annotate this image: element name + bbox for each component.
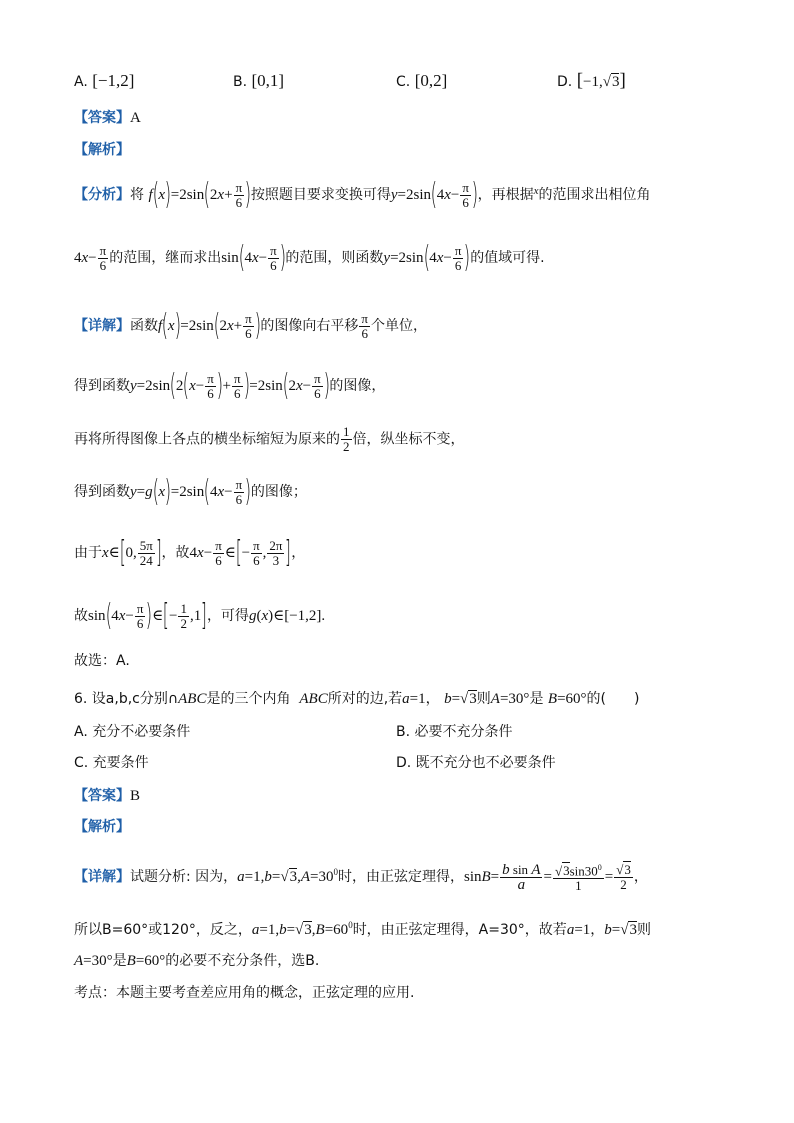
text: 的范围，则函数 [285,250,384,266]
text: 则 [476,691,491,707]
text: 时，由正弦定理得，A=30°，故若 [352,922,567,938]
text: ，可得 [206,608,249,624]
fenxi-line-2: 4x− $\frac{\pi}{6}$ 的范围，继而求出sin(4x− $\frac{\pi}{6}$ )的范围，则函数y=2sin(4x− $\frac{\pi}{6}$ )的值域可得. [74,240,545,275]
text: 得到函数 [74,484,130,500]
text: 所以B=60°或120°，反之， [74,922,252,938]
text: 的值域可得. [470,250,545,266]
text: 倍，纵坐标不变， [352,431,465,448]
text: 故 [74,608,88,624]
text: 再将所得图像上各点的横坐标缩短为原来的 [74,431,340,448]
answer-value: A [130,110,141,126]
text: ，故 [161,545,190,561]
text: ， [425,691,440,707]
text: ， [590,922,605,938]
q6-stem: 6. 设a,b,c分别∩ABC是的三个内角 ABC所对的边,若a=1， b=√3则A=30°是 B=60°的( ) [74,691,640,707]
fenxi-line-1: 【分析】将 f(x)=2sin(2x+ $\frac{\pi}{6}$ )按照题目要求变换可得y=2sin(4x− $\frac{\pi}{6}$ )，再根据$^x$的范围求出相位角 [74,177,651,212]
q6-detail-line-1: 【详解】试题分析: 因为，$a=1,b=√3,A=30^0$时，由正弦定理得，sinB= $\frac{\text{b sin A}}{a}$ = $\frac{√3\sin 30^0}{1}$ = $\frac{√3}{2}$ ， [74,861,648,894]
option-c-value: [0,2] [414,71,448,90]
detail-line-4: 得到函数y=g(x)=2sin(4x− $\frac{\pi}{6}$ )的图像； [74,474,307,509]
option-a-label: A. [74,74,88,90]
text: 则 [636,922,651,938]
option-d: D. [−1,√3] [557,70,626,91]
text: 将 [130,187,144,203]
q6-answer [74,785,140,807]
text: 故选：A. [74,653,130,669]
detail-line-1: 【详解】函数f(x)=2sin(2x+ $\frac{\pi}{6}$ )的图像向右平移 $\frac{\pi}{6}$ 个单位， [74,308,427,343]
option-a-value: [−1,2] [92,71,135,90]
q6-detail-line-2: 所以B=60°或120°，反之，$a=1,b=√3,B=60^0$时，由正弦定理得，A=30°，故若a=1，b=√3则 [74,920,651,938]
text: 所对的边,若 [327,691,403,707]
fenxi-tag: 【分析】 [74,187,130,203]
text: 时，由正弦定理得， [337,869,464,886]
analysis-tag: 【解析】 [74,142,130,158]
text: 得到函数 [74,378,130,394]
option-d-value: −1, [583,74,603,90]
option-b [233,70,284,93]
text: . [321,608,326,624]
text: 的范围求出相位角 [538,187,651,203]
q6-detail-line-3: A=30°是B=60°的必要不充分条件，选B. [74,953,320,969]
q6-option-d: D. 既不充分也不必要条件 [396,755,556,771]
answer-tag: 【答案】 [74,788,130,804]
q6-analysis-heading [74,816,130,838]
text: 的图像向右平移 [260,318,359,334]
q5-analysis-heading [74,139,130,161]
text: 的( ) [586,691,640,707]
option-c [396,70,447,93]
text: 的范围，继而求出 [109,250,222,266]
q6-option-b: B. 必要不充分条件 [396,724,513,740]
text: 试题分析: 因为， [130,869,238,886]
text: 个单位， [370,318,427,334]
analysis-tag: 【解析】 [74,819,130,835]
text: 函数 [130,318,158,334]
text: ， [633,869,648,886]
answer-value: B [130,788,141,804]
text: 是 [112,953,127,969]
text: 是的三个内角 [206,691,291,707]
option-d-label: D. [557,74,573,90]
option-b-value: [0,1] [251,71,285,90]
option-d-root: 3 [611,74,620,90]
q6-option-a: A. 充分不必要条件 [74,724,191,740]
q6-option-c: C. 充要条件 [74,755,149,771]
text: 的图像， [329,378,386,394]
text: 由于 [74,545,102,561]
text: 的必要不充分条件，选B. [165,953,320,969]
detail-line-6: 故sin(4x− $\frac{\pi}{6}$ )∈[− $\frac{1}{2}$ ,1]，可得g(x)∈[−1,2]. [74,598,326,633]
detail-line-2: 得到函数y=2sin(2(x− $\frac{\pi}{6}$ )+ $\frac{\pi}{6}$ )=2sin(2x− $\frac{\pi}{6}$ )的图像， [74,368,386,403]
option-a [74,70,134,93]
q5-answer [74,107,141,129]
text: ，再根据 [477,187,534,203]
text: 的图像； [250,484,307,500]
detail-line-3: 再将所得图像上各点的横坐标缩短为原来的 $\frac{1}{2}$ 倍，纵坐标不变， [74,424,465,454]
kaodian: 考点：本题主要考查差应用角的概念，正弦定理的应用. [74,985,415,1001]
detail-line-5: 由于x∈[0, $\frac{5\pi}{24}$ ]，故4x− $\frac{\pi}{6}$ ∈[− $\frac{\pi}{6}$ , $\frac{2\pi}{3}$ ]， [74,535,306,570]
text: 6. 设a,b,c分别∩ [74,691,179,707]
text: 是 [529,691,544,707]
option-b-label: B. [233,74,248,90]
detail-tag: 【详解】 [74,869,130,886]
option-c-label: C. [396,74,411,90]
text: 按照题目要求变换可得 [250,187,391,203]
text: ， [291,545,306,561]
detail-tag: 【详解】 [74,318,130,334]
q5-conclusion [74,650,130,672]
answer-tag: 【答案】 [74,110,130,126]
